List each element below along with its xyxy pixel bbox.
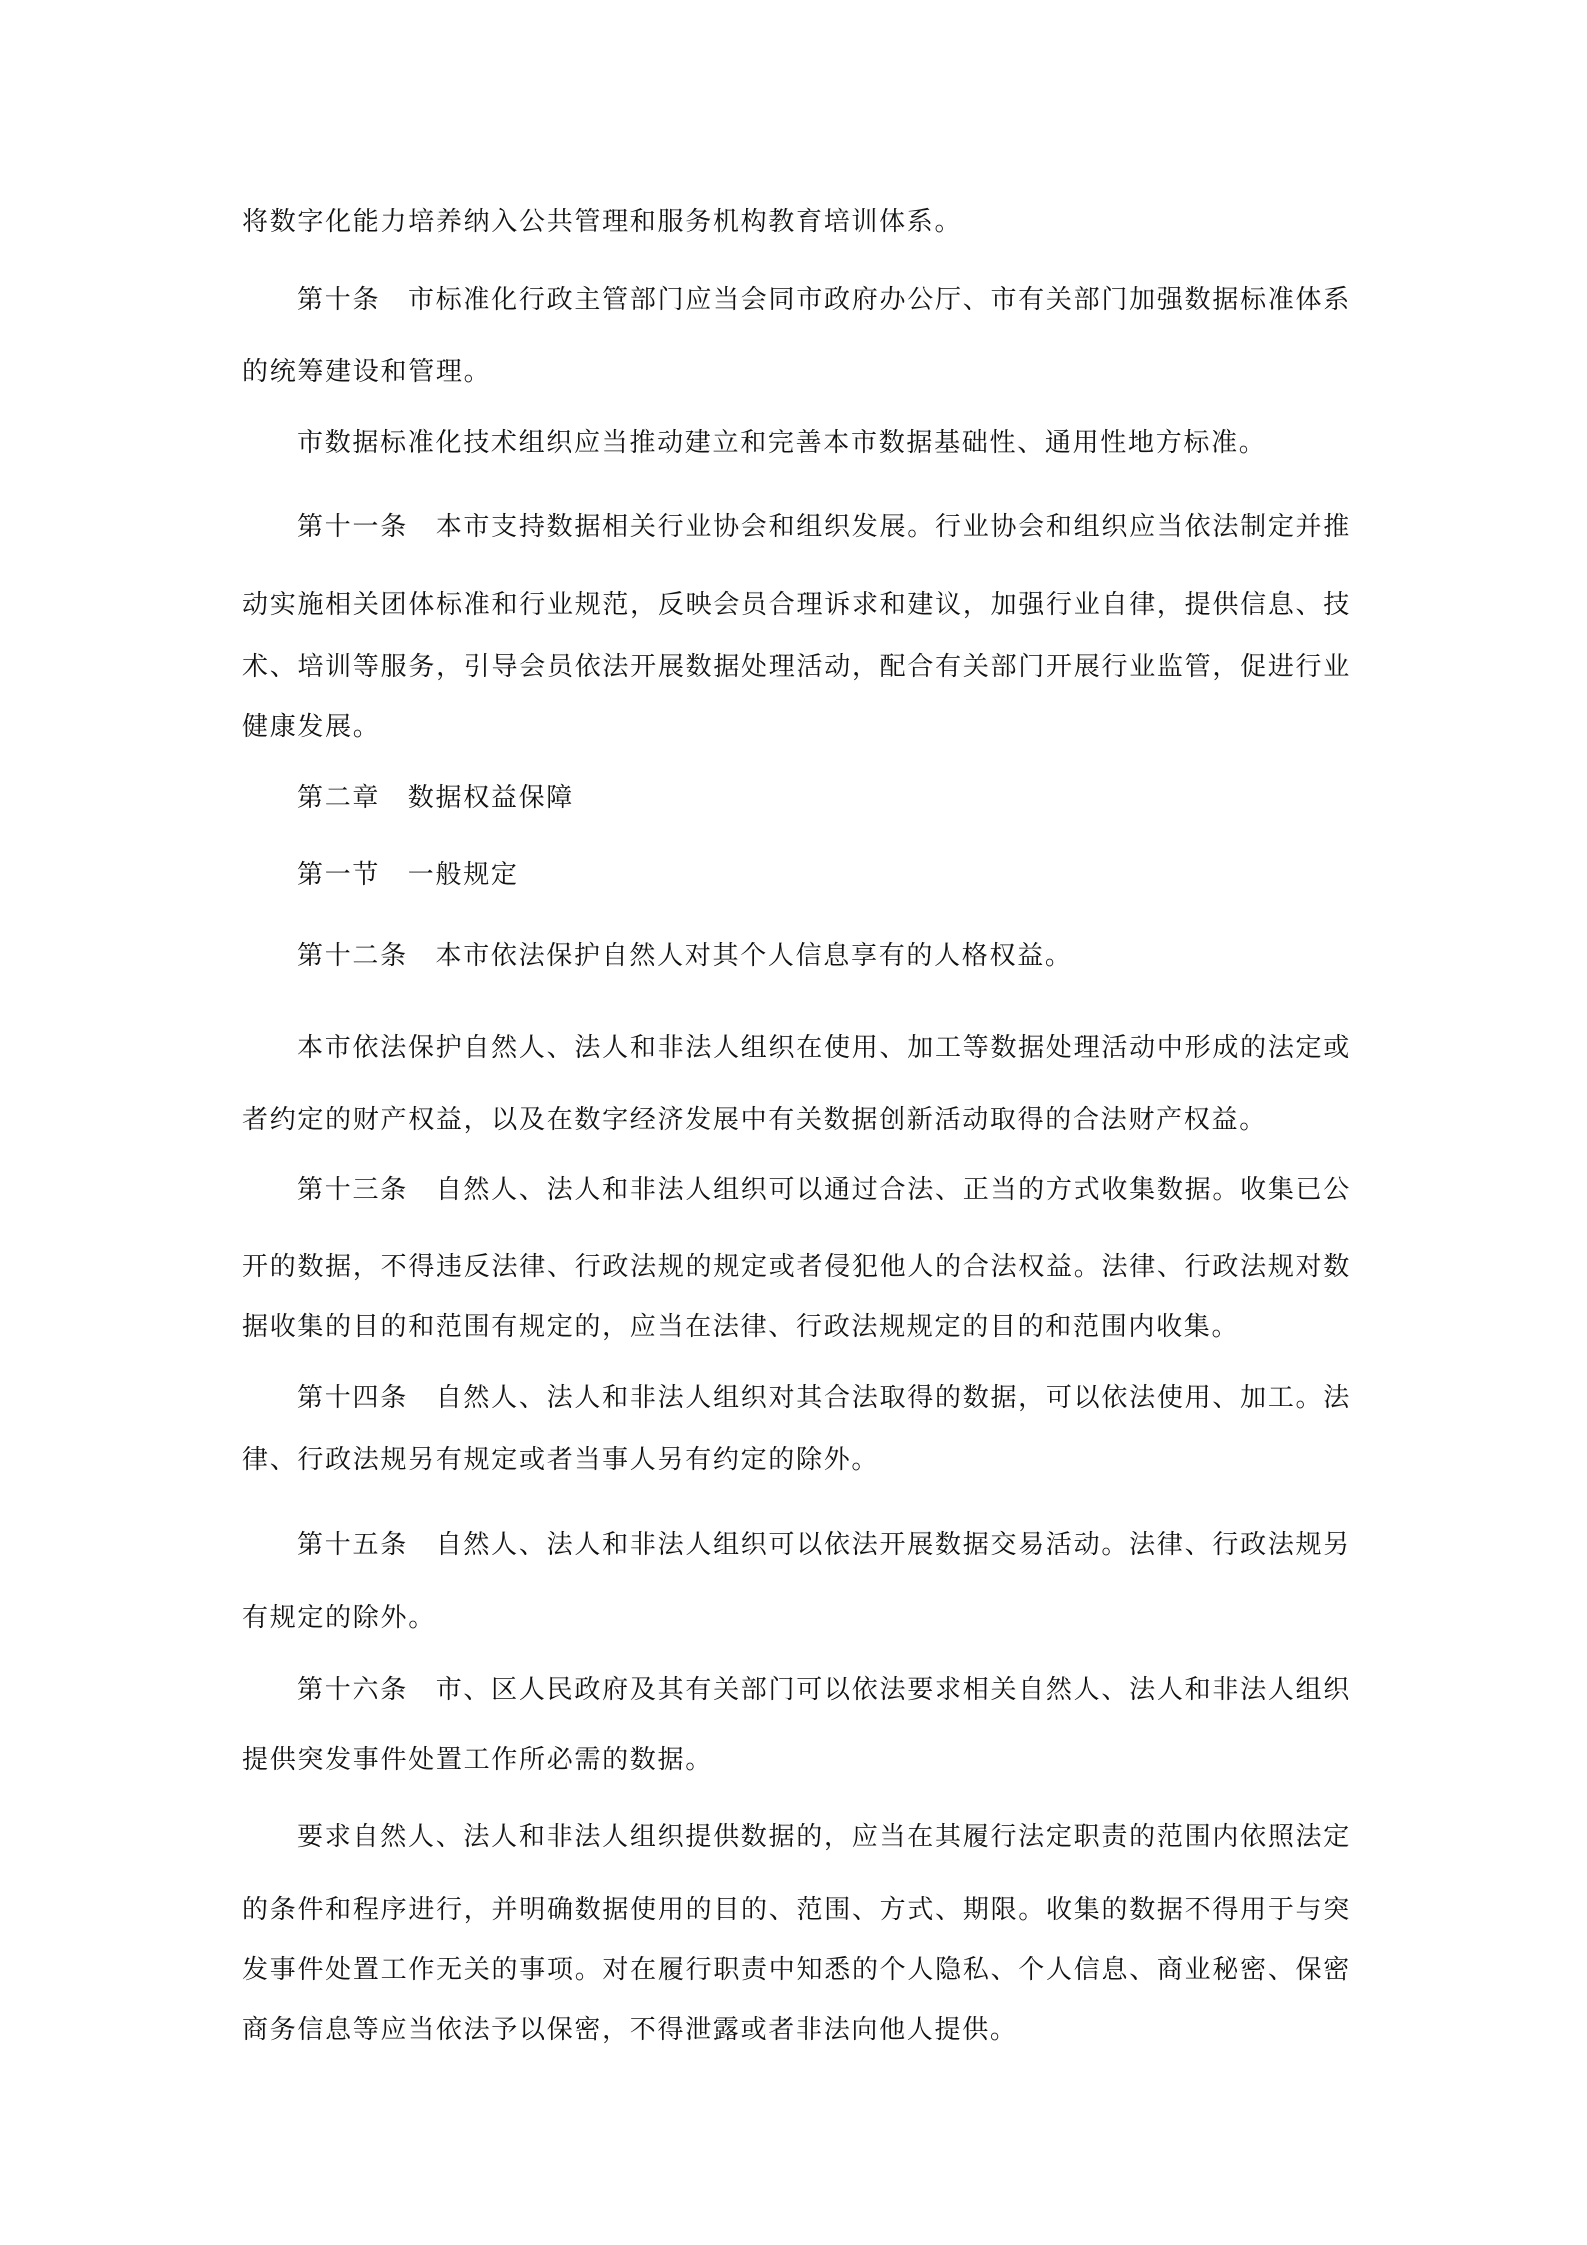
paragraph-line: 要求自然人、法人和非法人组织提供数据的，应当在其履行法定职责的范围内依照法定 xyxy=(297,1822,1351,1852)
paragraph-line: 商务信息等应当依法予以保密，不得泄露或者非法向他人提供。 xyxy=(242,2015,1018,2045)
paragraph-line: 本市依法保护自然人、法人和非法人组织在使用、加工等数据处理活动中形成的法定或 xyxy=(297,1033,1351,1063)
section-heading: 第一节 一般规定 xyxy=(297,860,519,890)
paragraph-line: 的条件和程序进行，并明确数据使用的目的、范围、方式、期限。收集的数据不得用于与突 xyxy=(242,1895,1351,1925)
paragraph-line: 提供突发事件处置工作所必需的数据。 xyxy=(242,1745,713,1775)
paragraph-line: 术、培训等服务，引导会员依法开展数据处理活动，配合有关部门开展行业监管，促进行业 xyxy=(242,652,1351,682)
chapter-heading: 第二章 数据权益保障 xyxy=(297,783,575,813)
paragraph-line: 开的数据，不得违反法律、行政法规的规定或者侵犯他人的合法权益。法律、行政法规对数 xyxy=(242,1252,1351,1282)
paragraph-line: 动实施相关团体标准和行业规范，反映会员合理诉求和建议，加强行业自律，提供信息、技 xyxy=(242,590,1351,620)
article-13-heading-line: 第十三条 自然人、法人和非法人组织可以通过合法、正当的方式收集数据。收集已公 xyxy=(297,1175,1351,1205)
paragraph-line: 据收集的目的和范围有规定的，应当在法律、行政法规规定的目的和范围内收集。 xyxy=(242,1312,1240,1342)
paragraph-line: 将数字化能力培养纳入公共管理和服务机构教育培训体系。 xyxy=(242,207,963,237)
article-10-heading-line: 第十条 市标准化行政主管部门应当会同市政府办公厅、市有关部门加强数据标准体系 xyxy=(297,285,1351,315)
paragraph-line: 者约定的财产权益，以及在数字经济发展中有关数据创新活动取得的合法财产权益。 xyxy=(242,1105,1267,1135)
paragraph-line: 市数据标准化技术组织应当推动建立和完善本市数据基础性、通用性地方标准。 xyxy=(297,428,1267,458)
paragraph-line: 的统筹建设和管理。 xyxy=(242,357,492,387)
paragraph-line: 发事件处置工作无关的事项。对在履行职责中知悉的个人隐私、个人信息、商业秘密、保密 xyxy=(242,1955,1351,1985)
article-15-heading-line: 第十五条 自然人、法人和非法人组织可以依法开展数据交易活动。法律、行政法规另 xyxy=(297,1530,1351,1560)
article-16-heading-line: 第十六条 市、区人民政府及其有关部门可以依法要求相关自然人、法人和非法人组织 xyxy=(297,1675,1351,1705)
paragraph-line: 有规定的除外。 xyxy=(242,1603,436,1633)
article-12-heading-line: 第十二条 本市依法保护自然人对其个人信息享有的人格权益。 xyxy=(297,941,1073,971)
article-11-heading-line: 第十一条 本市支持数据相关行业协会和组织发展。行业协会和组织应当依法制定并推 xyxy=(297,512,1351,542)
paragraph-line: 律、行政法规另有规定或者当事人另有约定的除外。 xyxy=(242,1445,880,1475)
article-14-heading-line: 第十四条 自然人、法人和非法人组织对其合法取得的数据，可以依法使用、加工。法 xyxy=(297,1383,1351,1413)
paragraph-line: 健康发展。 xyxy=(242,712,381,742)
